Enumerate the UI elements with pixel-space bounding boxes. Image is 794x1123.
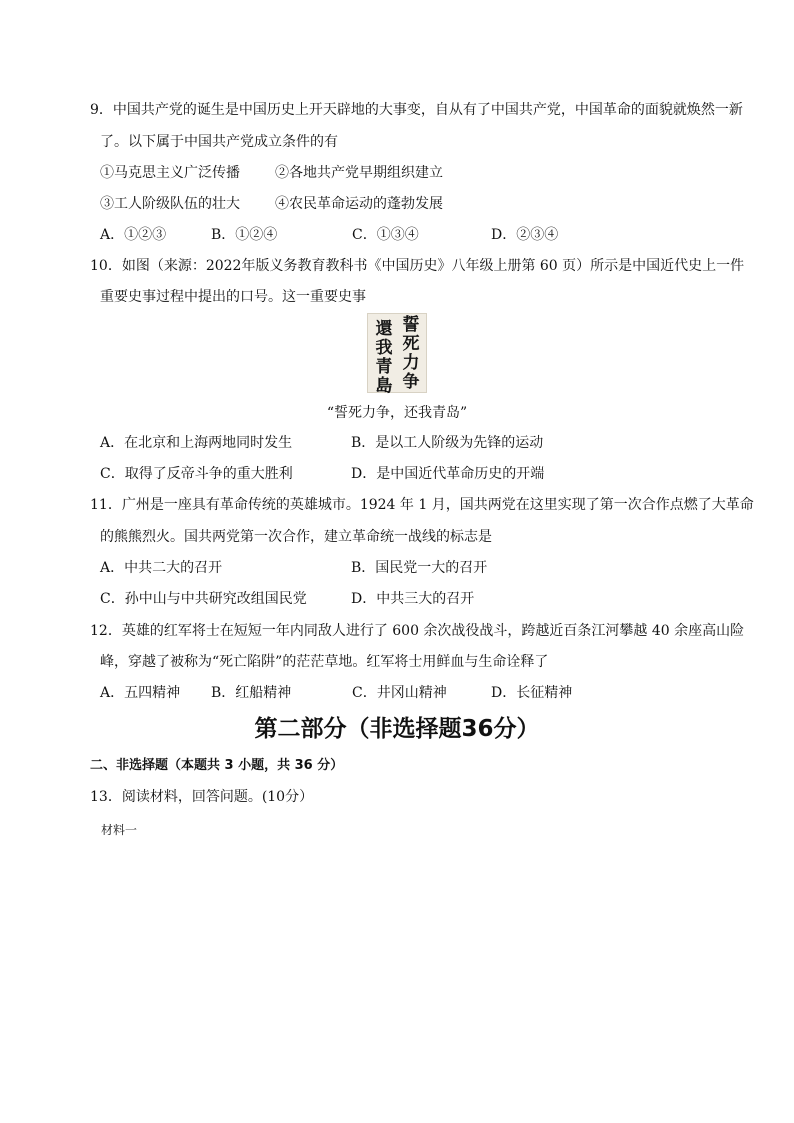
q11-stem-line1: 11．广州是一座具有革命传统的英雄城市。1924 年 1 月，国共两党在这里实现了第一次合作点燃了大革命 (90, 497, 754, 513)
q11-option-a[interactable]: A．中共二大的召开 (100, 560, 223, 576)
q9-option-a[interactable]: A．①②③ (100, 227, 167, 243)
q10-option-c[interactable]: C．取得了反帝斗争的重大胜利 (100, 466, 293, 482)
q10-stem-line1: 10．如图（来源：2022年版义务教育教科书《中国历史》八年级上册第 60 页）所示是中国近代史上一件 (90, 258, 745, 274)
q10-option-a[interactable]: A．在北京和上海两地同时发生 (100, 435, 293, 451)
q9-stem-line2: 了。以下属于中国共产党成立条件的有 (100, 134, 338, 150)
q10-option-b[interactable]: B．是以工人阶级为先锋的运动 (351, 435, 544, 451)
q12-option-a[interactable]: A．五四精神 (100, 685, 181, 701)
q9-item-1: ①马克思主义广泛传播 (100, 165, 240, 181)
q9-item-3: ③工人阶级队伍的壮大 (100, 196, 240, 212)
part2-title: 第二部分（非选择题36分） (254, 716, 540, 742)
q9-item-2: ②各地共产党早期组织建立 (275, 165, 443, 181)
slogan-right-column: 誓 死 力 争 (402, 315, 420, 392)
q12-option-c[interactable]: C．井冈山精神 (352, 685, 447, 701)
q9-option-d[interactable]: D．②③④ (491, 227, 559, 243)
q11-option-b[interactable]: B．国民党一大的召开 (351, 560, 488, 576)
slogan-left-column: 還 我 青 島 (375, 319, 393, 396)
q13-material-label: 材料一 (101, 823, 138, 837)
slogan-caption: “誓死力争，还我青岛” (326, 405, 468, 421)
q12-stem-line1: 12．英雄的红军将士在短短一年内同敌人进行了 600 余次战役战斗，跨越近百条江河攀越 40 余座高山险 (90, 623, 745, 639)
q13-stem: 13．阅读材料，回答问题。(10分） (90, 789, 314, 805)
q12-option-b[interactable]: B．红船精神 (211, 685, 292, 701)
q9-option-b[interactable]: B．①②④ (211, 227, 278, 243)
part2-heading: 二、非选择题（本题共 3 小题，共 36 分） (90, 758, 344, 773)
q12-stem-line2: 峰，穿越了被称为“死亡陷阱”的茫茫草地。红军将士用鲜血与生命诠释了 (100, 654, 549, 670)
q9-item-4: ④农民革命运动的蓬勃发展 (275, 196, 443, 212)
q12-option-d[interactable]: D．长征精神 (491, 685, 573, 701)
q9-stem-line1: 9．中国共产党的诞生是中国历史上开天辟地的大事变，自从有了中国共产党，中国革命的面貌就焕然一新 (90, 102, 743, 118)
q11-option-d[interactable]: D．中共三大的召开 (351, 591, 475, 607)
q11-option-c[interactable]: C．孙中山与中共研究改组国民党 (100, 591, 307, 607)
slogan-image (367, 313, 427, 396)
q11-stem-line2: 的熊熊烈火。国共两党第一次合作，建立革命统一战线的标志是 (100, 529, 492, 545)
q10-stem-line2: 重要史事过程中提出的口号。这一重要史事 (100, 289, 366, 305)
q9-option-c[interactable]: C．①③④ (352, 227, 419, 243)
q10-option-d[interactable]: D．是中国近代革命历史的开端 (351, 466, 545, 482)
